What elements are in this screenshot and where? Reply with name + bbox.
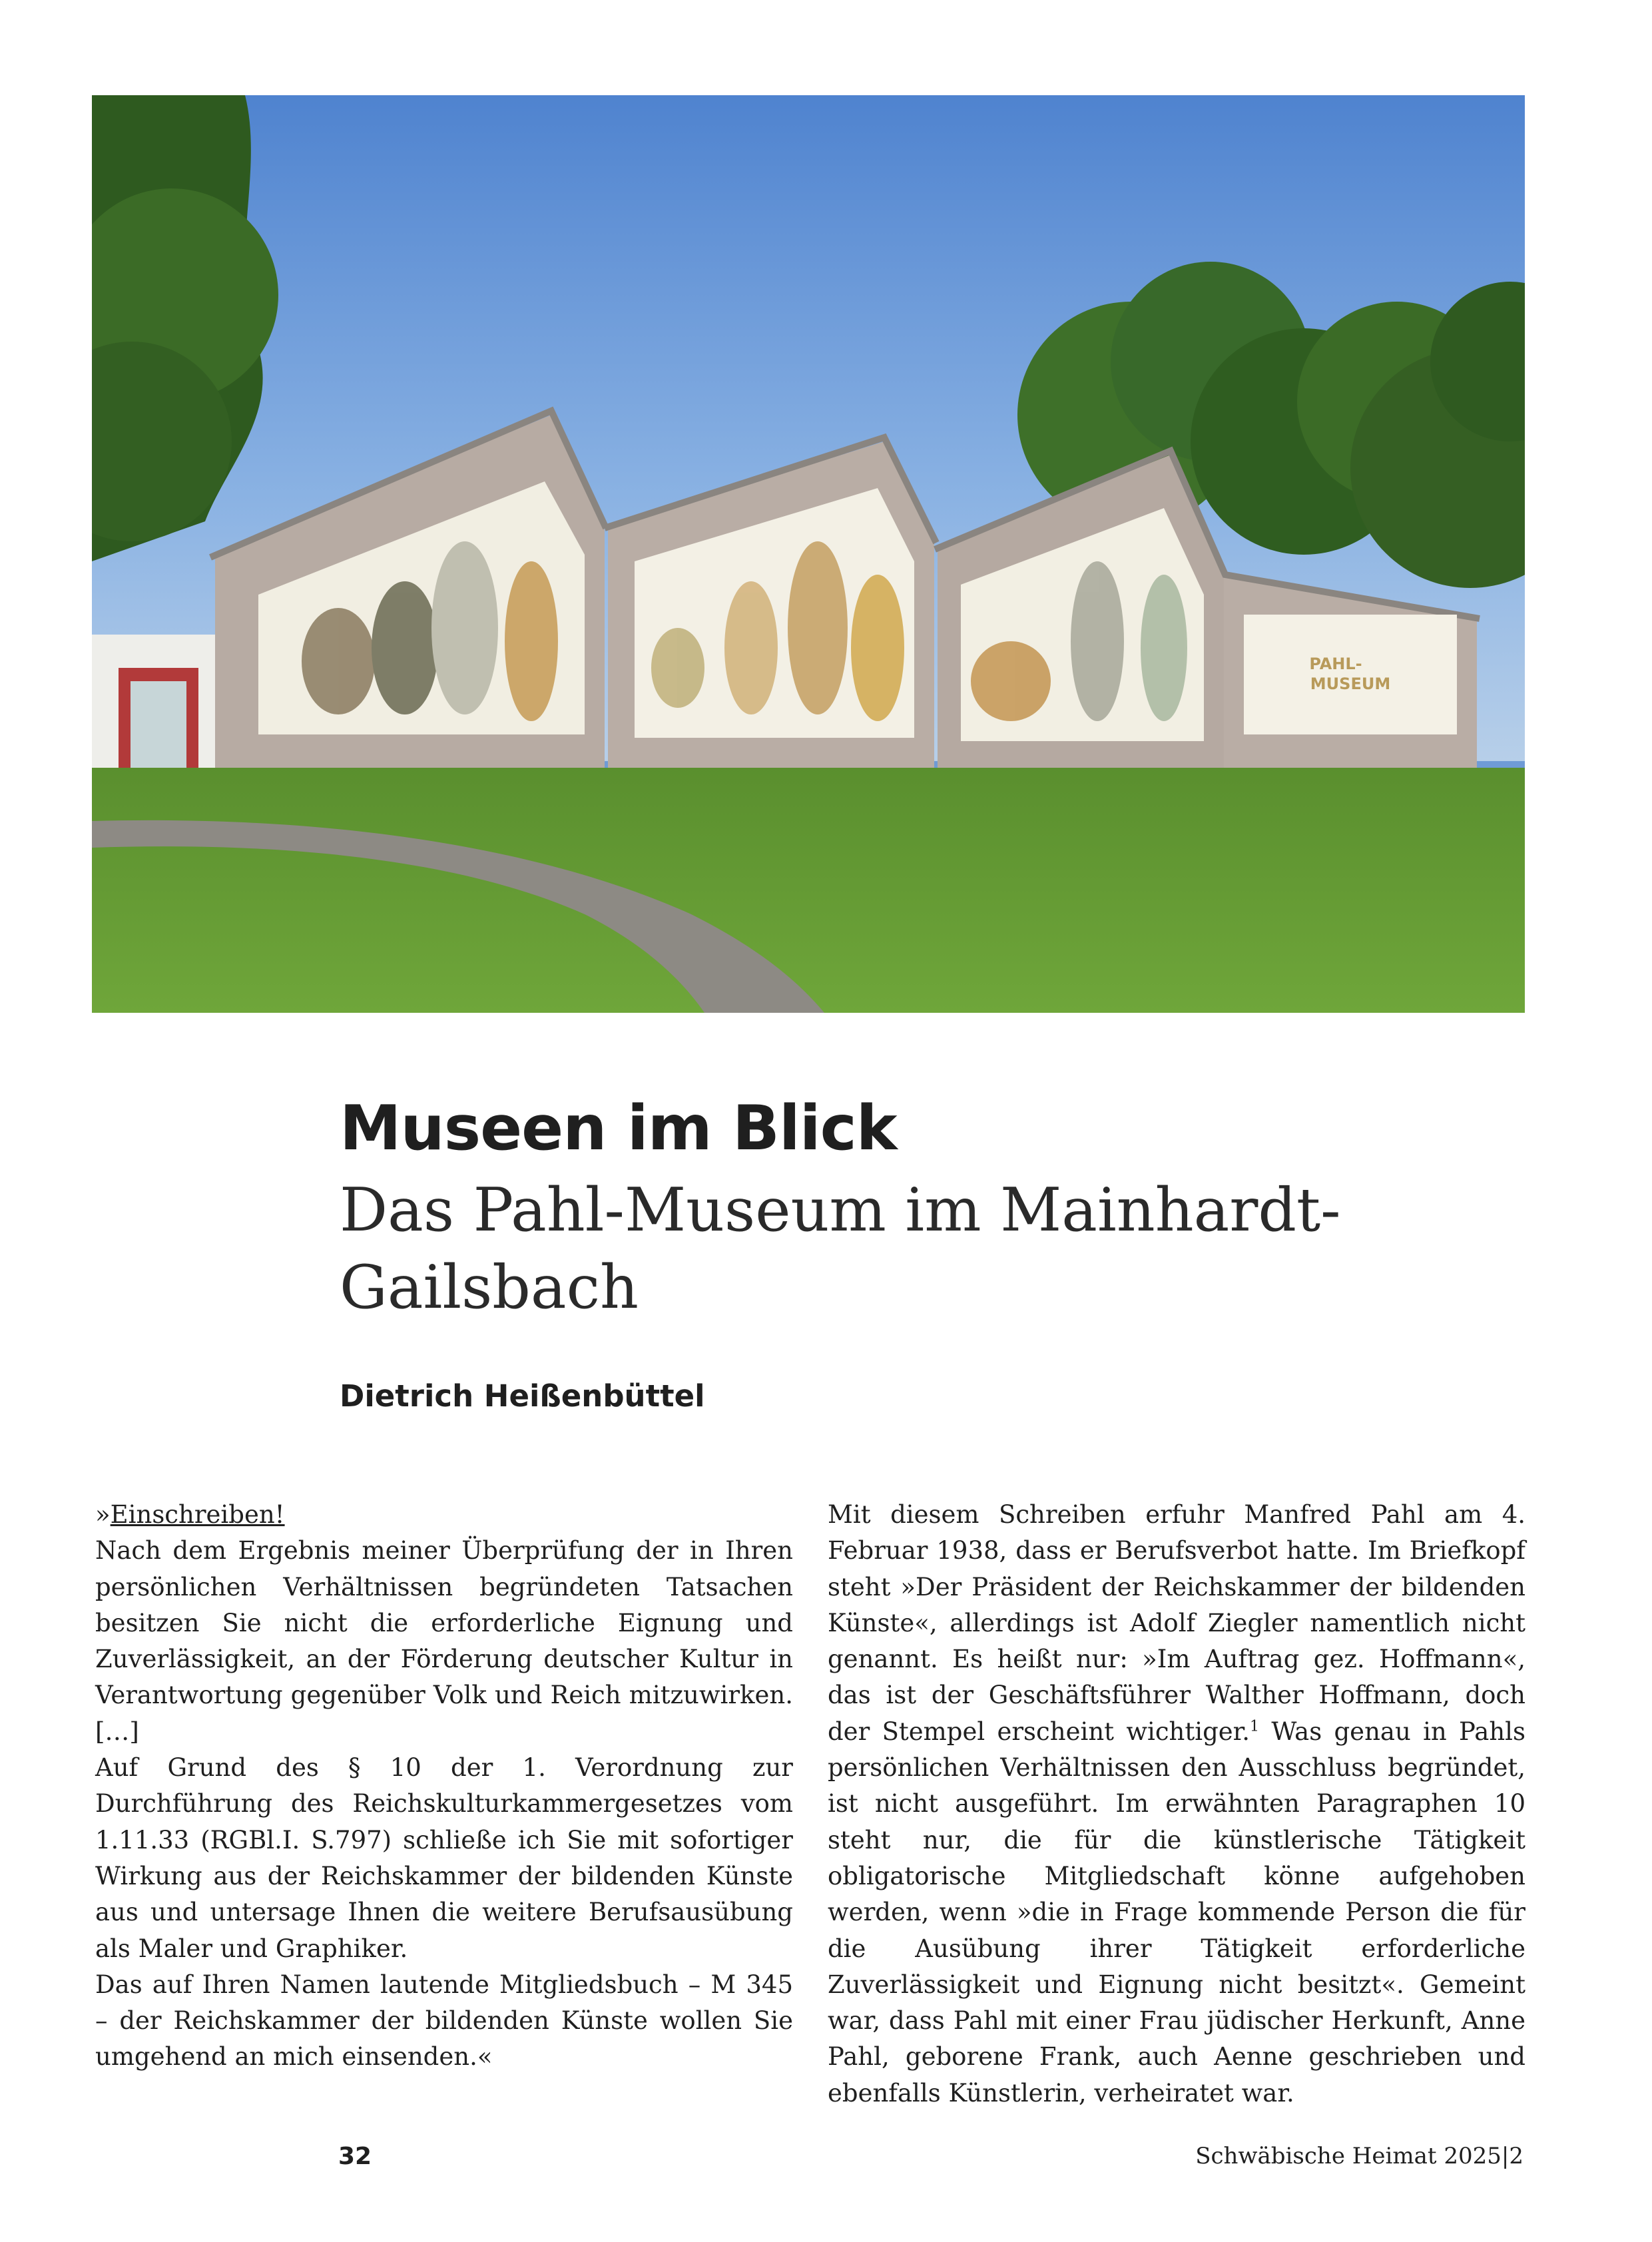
sign-line-1: PAHL-	[1309, 655, 1362, 673]
quote-paragraph-2: Auf Grund des § 10 der 1. Verordnung zur Durchführung des Reichskulturkammergesetzes vom 1.11.33 (RGBl.I. S.797) schließe ich Sie mit sofortiger Wirkung aus der Reichskammer der bildenden Künste aus und untersage Ihnen die weitere Berufsausübung als Maler und Graphiker.	[95, 1753, 793, 1963]
body-text-a: Mit diesem Schreiben erfuhr Manfred Pahl am 4. Februar 1938, dass er Berufsverbot hatte. Im Briefkopf steht »Der Präsident der Reichskammer der bildenden Künste«, allerdings ist Adolf Ziegler namentlich nicht genannt. Es heißt nur: »Im Auftrag gez. Hoffmann«, das ist der Geschäftsführer Walther Hoffmann, doch der Stempel erscheint wichtiger.	[828, 1500, 1525, 1746]
museum-photo	[92, 95, 1525, 1013]
sign-line-2: MUSEUM	[1310, 675, 1391, 693]
body-paragraph	[828, 1497, 1525, 2111]
lawn	[92, 768, 1525, 1013]
quote-paragraph-3: Das auf Ihren Namen lautende Mitgliedsbuch – M 345 – der Reichskammer der bildenden Künste wollen Sie umgehend an mich einsenden.«	[95, 1970, 793, 2072]
right-column	[828, 1497, 1525, 2111]
left-column	[95, 1497, 793, 2076]
footnote-ref: 1	[1250, 1718, 1260, 1735]
quote-open: »	[95, 1500, 111, 1529]
quote-heading	[95, 1497, 793, 1533]
article-subtitle: Das Pahl-Museum im Mainhardt-Gailsbach	[340, 1175, 1341, 1322]
body-text-b: Was genau in Pahls persönlichen Verhältnissen den Ausschluss begründet, ist nicht ausgeführt. Im erwähnten Paragraphen 10 steht nur, die für die künstlerische Tätigkeit obligatorische Mitgliedschaft könne aufgehoben werden, wenn »die in Frage kommende Person die für die Ausübung ihrer Tätigkeit erforderliche Zuverlässigkeit und Eignung nicht besitzt«. Gemeint war, dass Pahl mit einer Frau jüdischer Herkunft, Anne Pahl, geborene Frank, auch Aenne geschrieben und ebenfalls Künstlerin, verheiratet war.	[828, 1717, 1525, 2107]
quote-paragraph-1: Nach dem Ergebnis meiner Überprüfung der in Ihren persönlichen Verhältnissen begründeten Tatsachen besitzen Sie nicht die erforderliche Eignung und Zuverlässigkeit, an der Förderung deutscher Kultur in Verantwortung gegenüber Volk und Reich mitzuwirken. […]	[95, 1536, 793, 1746]
article-title: Museen im Blick	[340, 1092, 897, 1164]
quote-word: Einschreiben!	[110, 1500, 285, 1529]
page-number: 32	[338, 2143, 372, 2170]
journal-name: Schwäbische Heimat 2025|2	[1195, 2143, 1523, 2169]
article-author: Dietrich Heißenbüttel	[340, 1378, 705, 1414]
